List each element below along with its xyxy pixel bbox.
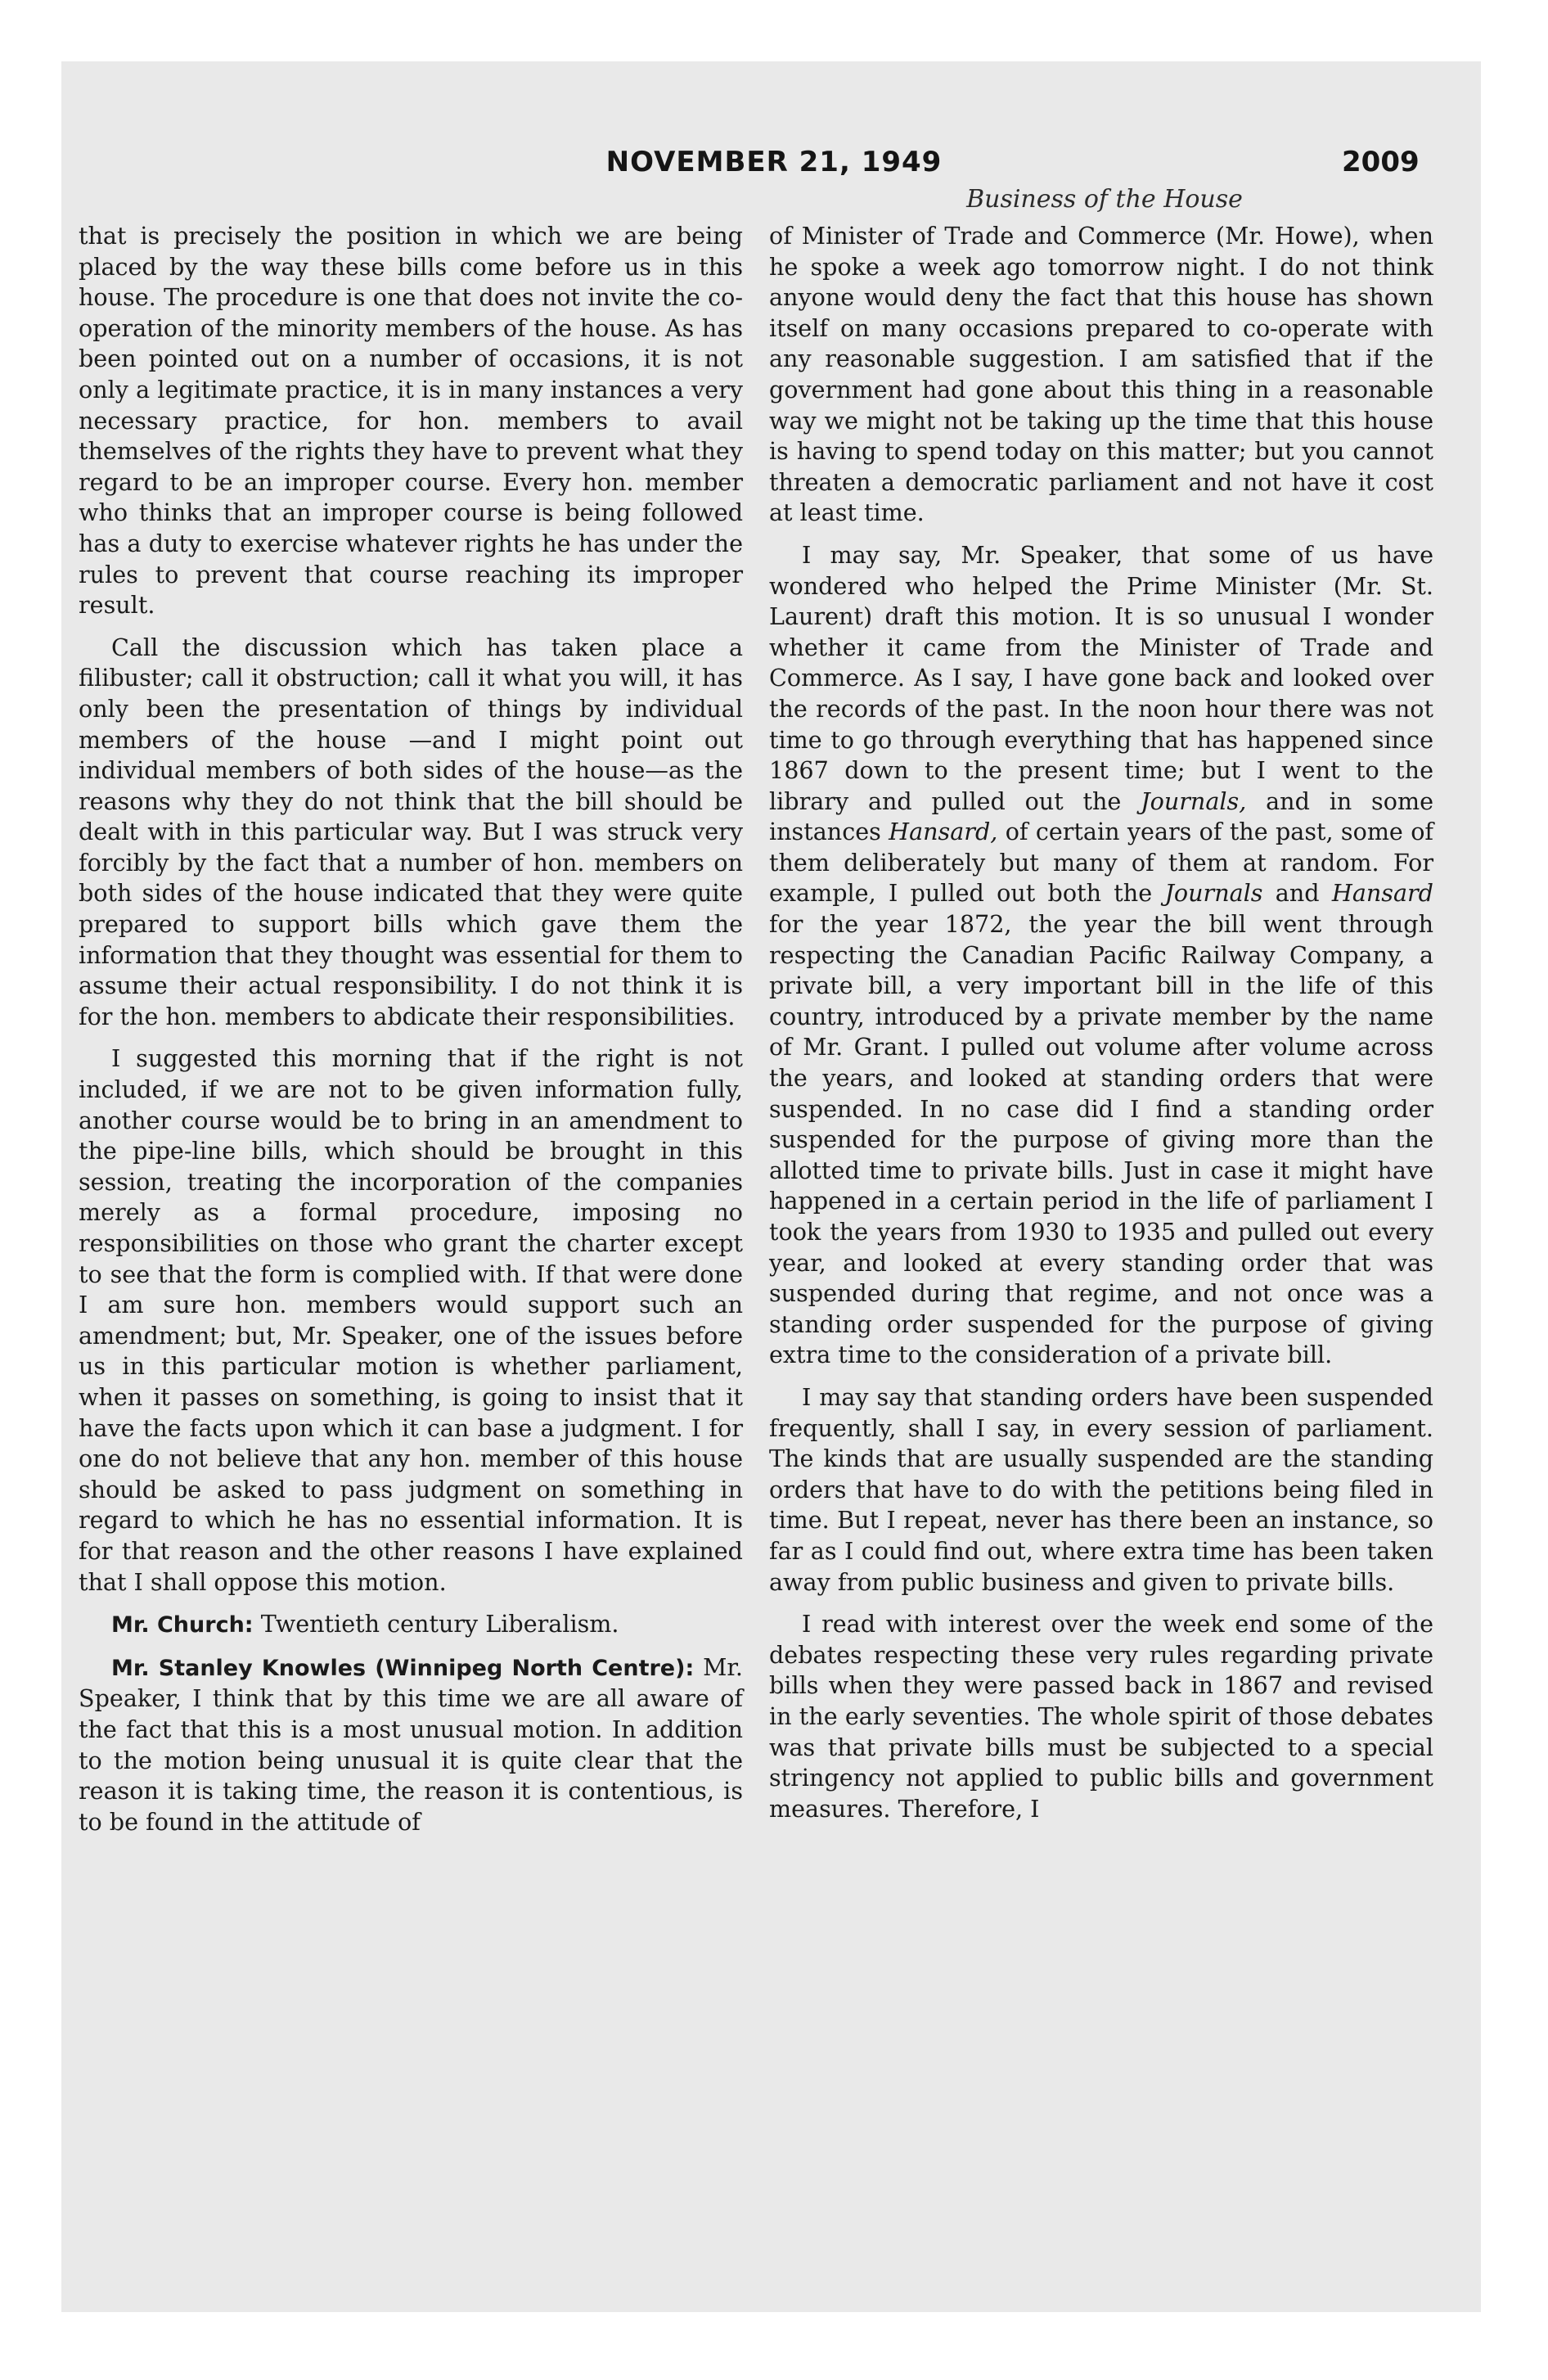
hansard-title: Hansard, — [889, 818, 998, 846]
page-number: 2009 — [1342, 146, 1420, 178]
hansard-title: Hansard — [1331, 879, 1433, 908]
paragraph: I read with interest over the week end some of the debates respecting these very rules regarding private bills when they were passed back in 1867 and revised in the early seventies. The whole spirit of those debates was that private bills must be subjected to a special stringency not applied to public bills and government measures. Therefore, I — [769, 1610, 1433, 1823]
text-run: and — [1275, 879, 1320, 908]
speech-knowles — [79, 1652, 743, 1838]
paragraph: of Minister of Trade and Commerce (Mr. Howe), when he spoke a week ago tomorrow night. I do not think anyone would deny the fact that this house has shown itself on many occasions prepared to co-operate with any reasonable suggestion. I am satisfied that if the government had gone about this thing in a reasonable way we might not be taking up the time that this house is having to spend today on this matter; but you cannot threaten a democratic parliament and not have it cost at least time. — [769, 222, 1433, 527]
journals-title: Journals, — [1141, 787, 1247, 815]
speaker-name: Mr. Stanley Knowles (Winnipeg North Centre): — [111, 1655, 695, 1681]
speech-text: Twentieth century Liberalism. — [260, 1610, 619, 1639]
speech-church — [79, 1609, 743, 1641]
speech-text: Mr. Speaker, I think that by this time we are all aware of the fact that this is a most unusual motion. In addition to the motion being unusual it is quite clear that the reason it is taking time, the reason it is contentious, is to be found in the attitude of — [79, 1652, 743, 1836]
running-head: Business of the House — [966, 185, 1243, 214]
paragraph: Call the discussion which has taken place a filibuster; call it obstruction; call it what you will, it has only been the presentation of things by individual members of the house —and I might point out individual members of both sides of the house—as the reasons why they do not think that the bill should be dealt with in this particular way. But I was struck very forcibly by the fact that a number of hon. members on both sides of the house indicated that they were quite prepared to support bills which gave them the information that they thought was essential for them to assume their actual responsibility. I do not think it is for the hon. members to abdicate their responsibilities. — [79, 633, 743, 1030]
right-column — [769, 221, 1433, 1824]
text-run: I may say, Mr. Speaker, that some of us have wondered who helped the Prime Minister (Mr. St. Laurent) draft this motion. It is so unusual I wonder whether it came from the Minister of Trade and Commerce. As I say, I have gone back and looked over the records of the past. In the noon hour there was not time to go through everything that has happened since 1867 down to the present time; but I went to the library and pulled out the — [769, 540, 1433, 815]
paragraph: that is precisely the position in which we are being placed by the way these bills come before us in this house. The procedure is one that does not invite the co-operation of the minority members of the house. As has been pointed out on a number of occasions, it is not only a legitimate practice, it is in many instances a very necessary practice, for hon. members to avail themselves of the rights they have to prevent what they regard to be an improper course. Every hon. member who thinks that an improper course is being followed has a duty to exercise whatever rights he has under the rules to prevent that course reaching its improper result. — [79, 222, 743, 620]
text-run: and in some instances — [769, 787, 1433, 846]
paragraph — [769, 540, 1433, 1371]
paragraph: I may say that standing orders have been suspended frequently, shall I say, in every session of parliament. The kinds that are usually suspended are the standing orders that have to do with the petitions being filed in time. But I repeat, never has there been an instance, so far as I could find out, where extra time has been taken away from public business and given to private bills. — [769, 1382, 1433, 1596]
paragraph: I suggested this morning that if the right is not included, if we are not to be given information fully, another course would be to bring in an amendment to the pipe-line bills, which should be brought in this session, treating the incorporation of the companies merely as a formal procedure, imposing no responsibilities on those who grant the charter except to see that the form is complied with. If that were done I am sure hon. members would support such an amendment; but, Mr. Speaker, one of the issues before us in this particular motion is whether parliament, when it passes on something, is going to insist that it have the facts upon which it can base a judgment. I for one do not believe that any hon. member of this house should be asked to pass judgment on something in regard to which he has no essential information. It is for that reason and the other reasons I have explained that I shall oppose this motion. — [79, 1044, 743, 1596]
page-date: NOVEMBER 21, 1949 — [605, 146, 943, 178]
text-run: for the year 1872, the year the bill went through respecting the Canadian Pacific Railway Company, a private bill, a very important bill in the life of this country, introduced by a private member by the name of Mr. Grant. I pulled out volume after volume across the years, and looked at standing orders that were suspended. In no case did I find a standing order suspended for the purpose of giving more than the allotted time to private bills. Just in case it might have happened in a certain period in the life of parliament I took the years from 1930 to 1935 and pulled out every year, and looked at every standing order that was suspended during that regime, and not once was a standing order suspended for the purpose of giving extra time to the consideration of a private bill. — [769, 910, 1433, 1369]
journals-title: Journals — [1164, 879, 1263, 908]
text-run: of certain years of the past, some of them deliberately but many of them at random. For example, I pulled out both the — [769, 818, 1433, 908]
left-column — [79, 221, 743, 1837]
speaker-name: Mr. Church: — [111, 1612, 254, 1639]
